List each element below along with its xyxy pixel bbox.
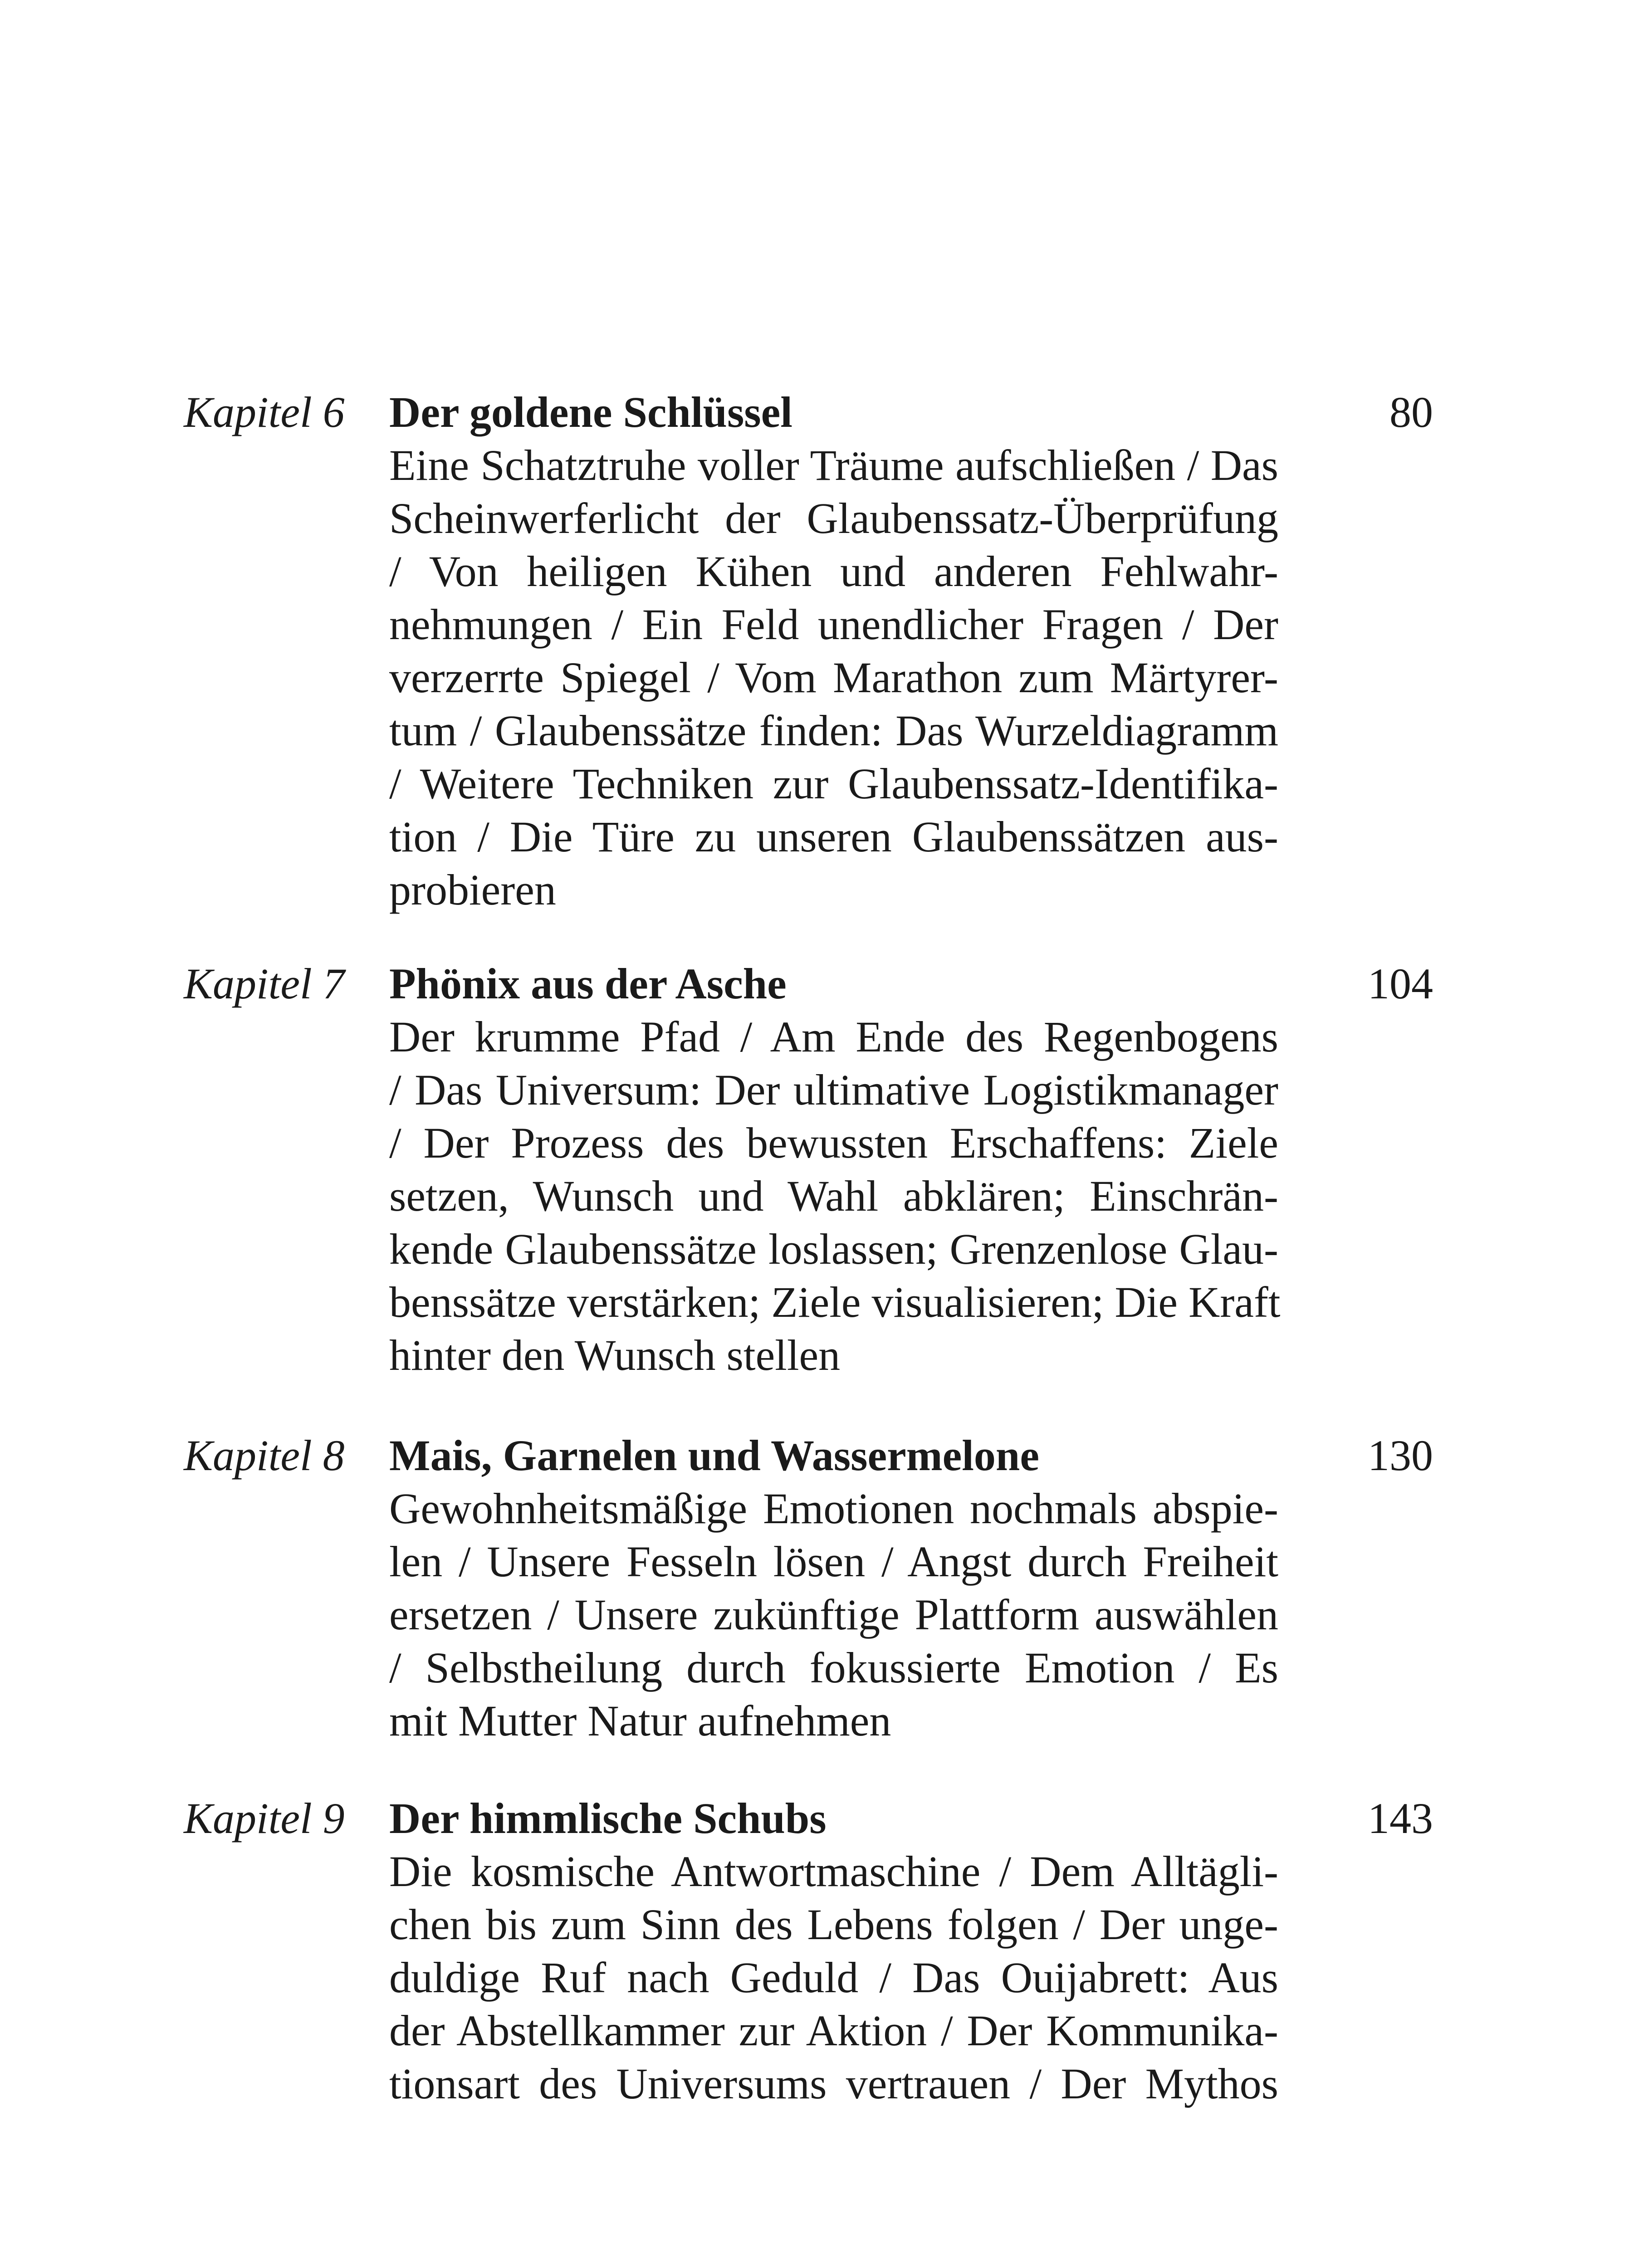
description-line: Der krumme Pfad / Am Ende des Regenbogens — [389, 1012, 1278, 1061]
description-line: probieren — [389, 865, 556, 914]
chapter-title: Der himmlische Schubs — [389, 1794, 827, 1843]
chapter-label: Kapitel 7 — [184, 959, 345, 1008]
description-line: Gewohnheitsmäßige Emotionen nochmals abspie- — [389, 1484, 1278, 1533]
description-line: hinter den Wunsch stellen — [389, 1331, 841, 1379]
description-line: len / Unsere Fesseln lösen / Angst durch Freiheit — [389, 1537, 1278, 1586]
chapter-title: Mais, Garnelen und Wassermelone — [389, 1431, 1039, 1480]
chapter-label: Kapitel 8 — [184, 1431, 345, 1480]
description-line: / Der Prozess des bewussten Erschaffens: Ziele — [389, 1119, 1278, 1167]
description-line: der Abstellkammer zur Aktion / Der Kommunika- — [389, 2006, 1278, 2055]
description-line: verzerrte Spiegel / Vom Marathon zum Märtyrer- — [389, 653, 1278, 702]
description-line: setzen, Wunsch und Wahl abklären; Einschrän- — [389, 1172, 1278, 1220]
description-line: tion / Die Türe zu unseren Glaubenssätzen aus- — [389, 812, 1278, 861]
description-line: chen bis zum Sinn des Lebens folgen / Der unge- — [389, 1900, 1278, 1949]
description-line: benssätze verstärken; Ziele visualisieren; Die Kraft — [389, 1278, 1281, 1326]
description-line: kende Glaubenssätze loslassen; Grenzenlose Glau- — [389, 1225, 1278, 1273]
chapter-page-number: 130 — [1368, 1431, 1433, 1480]
chapter-label: Kapitel 9 — [184, 1794, 345, 1843]
chapter-page-number: 143 — [1368, 1794, 1433, 1843]
description-line: / Weitere Techniken zur Glaubenssatz-Identifika- — [389, 759, 1278, 808]
description-line: Eine Schatztruhe voller Träume aufschließen / Das — [389, 441, 1278, 489]
description-line: / Von heiligen Kühen und anderen Fehlwahr- — [389, 547, 1278, 596]
chapter-title: Phönix aus der Asche — [389, 959, 787, 1008]
description-line: Die kosmische Antwortmaschine / Dem Alltägli- — [389, 1847, 1278, 1896]
description-line: / Das Universum: Der ultimative Logistikmanager — [389, 1066, 1278, 1114]
description-line: duldige Ruf nach Geduld / Das Ouijabrett: Aus — [389, 1953, 1278, 2002]
description-line: nehmungen / Ein Feld unendlicher Fragen / Der — [389, 600, 1278, 649]
description-line: ersetzen / Unsere zukünftige Plattform auswählen — [389, 1590, 1278, 1639]
chapter-page-number: 104 — [1368, 959, 1433, 1008]
chapter-page-number: 80 — [1389, 388, 1433, 436]
chapter-description — [389, 1010, 1281, 1382]
chapter-description — [389, 439, 1278, 916]
chapter-description — [389, 1845, 1278, 2110]
description-line: tionsart des Universums vertrauen / Der Mythos — [389, 2059, 1278, 2108]
chapter-label: Kapitel 6 — [184, 388, 345, 436]
description-line: Scheinwerferlicht der Glaubenssatz-Überprüfung — [389, 494, 1278, 543]
description-line: mit Mutter Natur aufnehmen — [389, 1696, 891, 1745]
description-line: tum / Glaubenssätze finden: Das Wurzeldiagramm — [389, 706, 1278, 755]
description-line: / Selbstheilung durch fokussierte Emotion / Es — [389, 1643, 1278, 1692]
chapter-title: Der goldene Schlüssel — [389, 388, 792, 436]
chapter-description — [389, 1482, 1278, 1747]
